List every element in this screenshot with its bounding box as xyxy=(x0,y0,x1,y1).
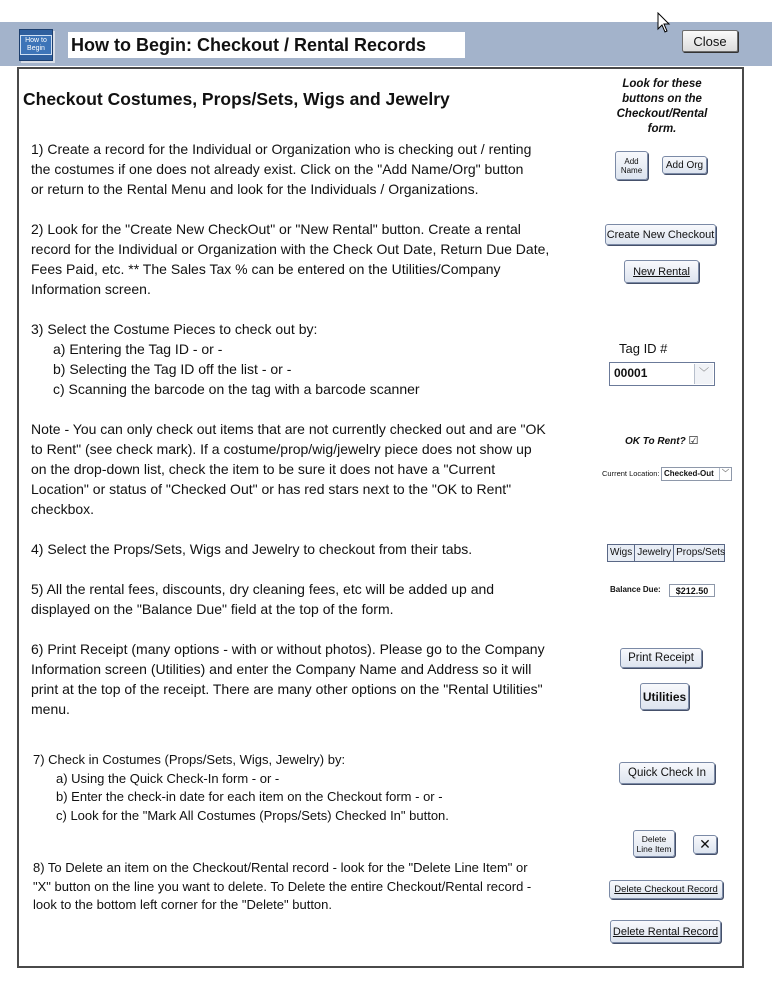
print-receipt-button[interactable]: Print Receipt xyxy=(620,648,702,668)
page-heading: Checkout Costumes, Props/Sets, Wigs and Jewelry xyxy=(23,89,450,109)
step-8-text: 8) To Delete an item on the Checkout/Rental record - look for the "Delete Line Item" or "X" button on the line you want to delete. To Delete the entire Checkout/Rental record - look to the bottom left corner for the "Delete" button. xyxy=(33,860,532,912)
delete-x-button[interactable] xyxy=(693,835,717,854)
delete-line-item-button[interactable]: Delete Line Item xyxy=(633,830,675,857)
close-x-icon: ✕ xyxy=(699,836,711,852)
step-2-text: 2) Look for the "Create New CheckOut" or "New Rental" button. Create a rental record for the Individual or Organization with the Check Out Date, Return Due Date, Fees Paid, etc. ** The Sales Tax % can be entered on the Utilities/Company Information screen. xyxy=(31,221,550,297)
new-rental-button[interactable]: New Rental xyxy=(624,260,699,283)
step-5-text: 5) All the rental fees, discounts, dry cleaning fees, etc will be added up and displayed on the "Balance Due" field at the top of the form. xyxy=(31,581,495,617)
look-for-note: Look for these buttons on the Checkout/Rental form. xyxy=(616,78,708,135)
tag-id-combo[interactable] xyxy=(609,362,715,386)
create-new-checkout-button[interactable]: Create New Checkout xyxy=(605,224,716,245)
balance-due-label: Balance Due: xyxy=(610,585,661,594)
delete-checkout-record-button[interactable]: Delete Checkout Record xyxy=(609,880,723,899)
balance-due-field: $212.50 xyxy=(669,584,715,597)
tab-wigs[interactable]: Wigs xyxy=(608,545,635,561)
add-org-button[interactable]: Add Org xyxy=(662,156,707,174)
how-to-begin-icon: How to Begin xyxy=(19,29,53,61)
item-tabs xyxy=(607,544,725,562)
step-3-text: 3) Select the Costume Pieces to check out by: a) Entering the Tag ID - or - b) Selecting the Tag ID off the list - or - c) Scanning the barcode on the tag with a barcode scanner xyxy=(31,321,420,397)
note-text: Note - You can only check out items that are not currently checked out and are "OK to Rent" (see check mark). If a costume/prop/wig/jewelry piece does not show up on the drop-down list, check the item to be sure it does not have a "Current Location" or status of "Checked Out" or has red stars next to the "OK to Rent" checkbox. xyxy=(31,421,546,517)
delete-rental-record-button[interactable]: Delete Rental Record xyxy=(610,920,721,943)
close-button[interactable]: Close xyxy=(682,30,738,52)
current-location-label: Current Location: xyxy=(602,469,660,478)
window-title: How to Begin: Checkout / Rental Records xyxy=(68,32,465,58)
tab-props-sets[interactable]: Props/Sets xyxy=(676,547,726,558)
step-7-text: 7) Check in Costumes (Props/Sets, Wigs, Jewelry) by: a) Using the Quick Check-In form - or - b) Enter the check-in date for each item on the Checkout form - or - c) Look for the "Mark All Costumes (Props/Sets) Checked In" button. xyxy=(33,752,449,823)
step-1-text: 1) Create a record for the Individual or Organization who is checking out / renting the costumes if one does not already exist. Click on the "Add Name/Org" button or return to the Rental Menu and look for the Individuals / Organizations. xyxy=(31,141,532,197)
utilities-button[interactable]: Utilities xyxy=(640,683,689,710)
step-6-text: 6) Print Receipt (many options - with or without photos). Please go to the Company Information screen (Utilities) and enter the Company Name and Address so it will print at the top of the receipt. There are many other options on the "Rental Utilities" menu. xyxy=(31,641,545,717)
step-4-text: 4) Select the Props/Sets, Wigs and Jewelry to checkout from their tabs. xyxy=(31,541,473,557)
chevron-down-icon[interactable]: ﹀ xyxy=(694,364,713,384)
mouse-cursor-icon xyxy=(657,12,673,34)
tab-jewelry[interactable]: Jewelry xyxy=(635,545,674,561)
tag-id-value: 00001 xyxy=(614,366,648,380)
quick-check-in-button[interactable]: Quick Check In xyxy=(619,762,715,784)
tag-id-label: Tag ID # xyxy=(619,341,668,356)
ok-to-rent-checkbox[interactable]: ☑ xyxy=(688,435,699,447)
chevron-down-icon[interactable]: ﹀ xyxy=(719,468,731,480)
ok-to-rent-label: OK To Rent? ☑ xyxy=(625,435,699,447)
add-name-button[interactable]: Add Name xyxy=(615,151,648,180)
current-location-select[interactable]: Checked-Out ﹀ xyxy=(661,467,732,481)
